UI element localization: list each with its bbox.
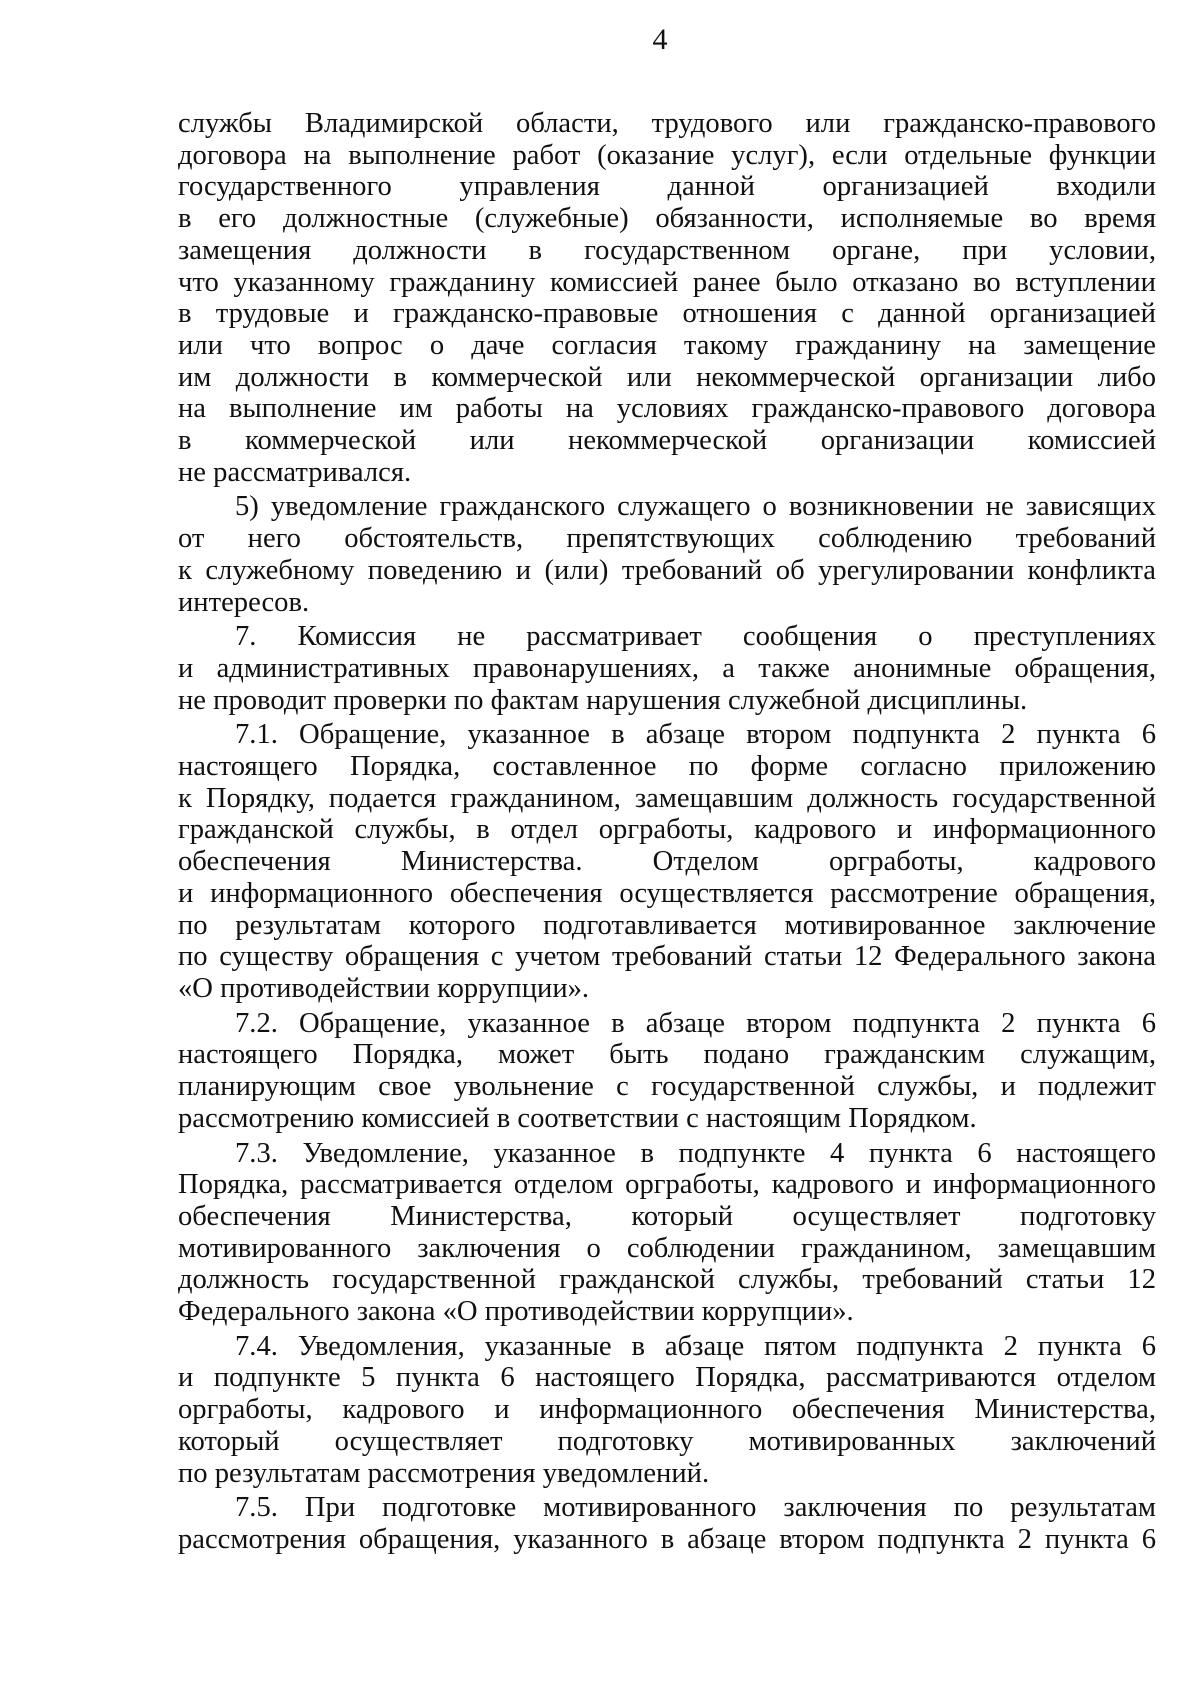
text-line: Порядка, рассматривается отделом оргработы, кадрового и информационного xyxy=(178,1169,1156,1201)
text-line: службы Владимирской области, трудового или гражданско-правового xyxy=(178,108,1156,139)
text-line: договора на выполнение работ (оказание услуг), если отдельные функции xyxy=(178,139,1156,171)
text-line: к Порядку, подается гражданином, замещавшим должность государственной xyxy=(178,782,1156,814)
paragraph-item-7-4 xyxy=(178,1331,1156,1490)
text-line: и информационного обеспечения осуществляется рассмотрение обращения, xyxy=(178,877,1156,909)
text-line: им должности в коммерческой или некоммерческой организации либо xyxy=(178,361,1156,393)
paragraph-item-7-2 xyxy=(178,1008,1156,1135)
text-line: от него обстоятельств, препятствующих соблюдению требований xyxy=(178,523,1156,555)
text-line: на выполнение им работы на условиях гражданско-правового договора xyxy=(178,393,1156,425)
document-body xyxy=(178,108,1156,1556)
text-line: замещения должности в государственном органе, при условии, xyxy=(178,234,1156,266)
text-line: Федерального закона «О противодействии коррупции». xyxy=(178,1296,854,1328)
text-line: обеспечения Министерства. Отделом оргработы, кадрового xyxy=(178,846,1156,878)
text-line: 7. Комиссия не рассматривает сообщения о преступлениях xyxy=(235,621,1156,653)
paragraph-item-7-3 xyxy=(178,1138,1156,1328)
text-line: «О противодействии коррупции». xyxy=(178,972,590,1004)
paragraph-item-7 xyxy=(178,621,1156,716)
text-line: который осуществляет подготовку мотивированных заключений xyxy=(178,1425,1156,1457)
page-number: 4 xyxy=(652,23,668,56)
text-line: должность государственной гражданской службы, требований статьи 12 xyxy=(178,1264,1156,1296)
text-line: 7.4. Уведомления, указанные в абзаце пятом подпункта 2 пункта 6 xyxy=(235,1330,1156,1362)
text-line: 7.3. Уведомление, указанное в подпункте 4 пункта 6 настоящего xyxy=(235,1137,1156,1169)
text-line: или что вопрос о даче согласия такому гражданину на замещение xyxy=(178,329,1156,361)
paragraph-continuation xyxy=(178,108,1156,488)
text-line: что указанному гражданину комиссией ранее было отказано во вступлении xyxy=(178,266,1156,298)
text-line: и административных правонарушениях, а также анонимные обращения, xyxy=(178,652,1156,684)
text-line: 7.2. Обращение, указанное в абзаце втором подпункта 2 пункта 6 xyxy=(235,1007,1156,1039)
text-line: рассмотрению комиссией в соответствии с настоящим Порядком. xyxy=(178,1102,977,1134)
text-line: по существу обращения с учетом требований статьи 12 Федерального закона xyxy=(178,941,1156,973)
text-line: в трудовые и гражданско-правовые отношения с данной организацией xyxy=(178,298,1156,330)
text-line: по результатам рассмотрения уведомлений. xyxy=(178,1457,710,1489)
text-line: по результатам которого подготавливается мотивированное заключение xyxy=(178,909,1156,941)
text-line: в его должностные (служебные) обязанности, исполняемые во время xyxy=(178,203,1156,235)
text-line: к служебному поведению и (или) требований об урегулировании конфликта xyxy=(178,554,1156,586)
text-line: государственного управления данной организацией входили xyxy=(178,171,1156,203)
text-line: гражданской службы, в отдел оргработы, кадрового и информационного xyxy=(178,814,1156,846)
text-line: обеспечения Министерства, который осуществляет подготовку xyxy=(178,1200,1156,1232)
text-line: 5) уведомление гражданского служащего о возникновении не зависящих xyxy=(235,491,1156,523)
text-line: интересов. xyxy=(178,586,310,618)
text-line: настоящего Порядка, составленное по форме согласно приложению xyxy=(178,751,1156,783)
text-line: и подпункте 5 пункта 6 настоящего Порядка, рассматриваются отделом xyxy=(178,1362,1156,1394)
text-line: 7.5. При подготовке мотивированного заключения по результатам xyxy=(235,1492,1156,1524)
text-line: не проводит проверки по фактам нарушения служебной дисциплины. xyxy=(178,684,1028,716)
text-line: рассмотрения обращения, указанного в абзаце втором подпункта 2 пункта 6 xyxy=(178,1523,1156,1555)
text-line: 7.1. Обращение, указанное в абзаце втором подпункта 2 пункта 6 xyxy=(235,719,1156,751)
text-line: в коммерческой или некоммерческой организации комиссией xyxy=(178,425,1156,457)
text-line: мотивированного заключения о соблюдении гражданином, замещавшим xyxy=(178,1232,1156,1264)
text-line: не рассматривался. xyxy=(178,456,412,488)
paragraph-item-7-1 xyxy=(178,719,1156,1004)
text-line: настоящего Порядка, может быть подано гражданским служащим, xyxy=(178,1039,1156,1071)
text-line: планирующим свое увольнение с государственной службы, и подлежит xyxy=(178,1071,1156,1103)
text-line: оргработы, кадрового и информационного обеспечения Министерства, xyxy=(178,1394,1156,1426)
paragraph-item-7-5 xyxy=(178,1492,1156,1555)
paragraph-item-5 xyxy=(178,491,1156,618)
